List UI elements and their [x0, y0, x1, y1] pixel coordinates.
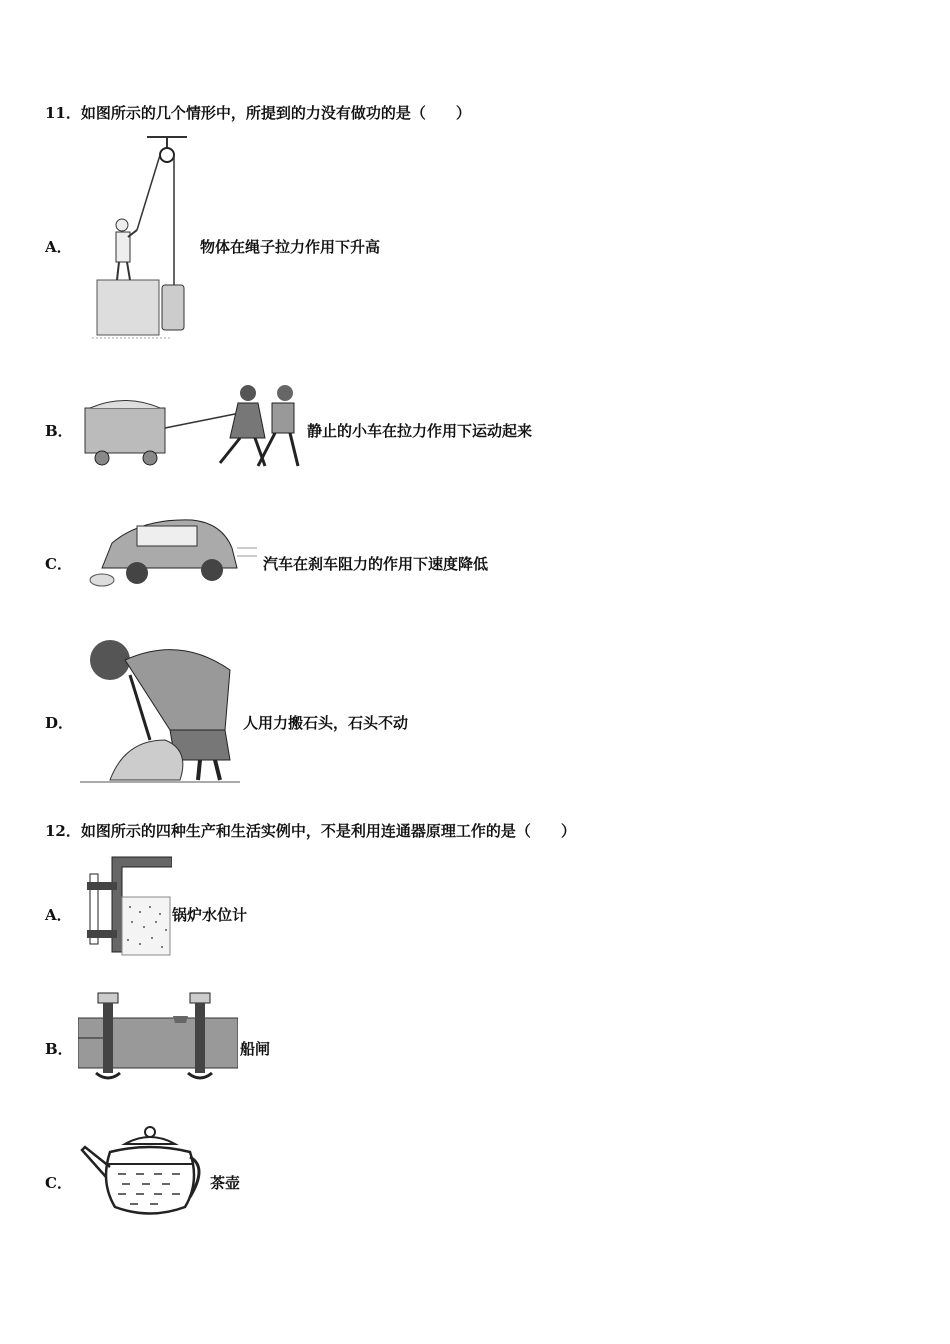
ship-lock-figure	[78, 988, 238, 1083]
boiler-water-gauge-figure	[82, 852, 172, 957]
question-12-stem: 12．如图所示的四种生产和生活实例中，不是利用连通器原理工作的是（ ）	[45, 822, 576, 840]
q11-option-c-text: 汽车在刹车阻力的作用下速度降低	[263, 555, 489, 573]
lifting-stone-figure	[80, 630, 240, 785]
q12-option-c-text: 茶壶	[210, 1174, 241, 1192]
q12-option-b-text: 船闸	[240, 1040, 271, 1058]
q11-option-c-letter: C．	[45, 555, 72, 573]
q11-option-d-text: 人用力搬石头，石头不动	[243, 714, 409, 732]
q11-option-a-letter: A．	[45, 238, 72, 256]
q11-option-b-letter: B．	[45, 422, 73, 440]
q12-option-a-text: 锅炉水位计	[172, 906, 248, 924]
q11-option-d-letter: D．	[45, 714, 74, 732]
q11-option-b-text: 静止的小车在拉力作用下运动起来	[307, 422, 533, 440]
question-11-stem: 11．如图所示的几个情形中，所提到的力没有做功的是（ ）	[45, 104, 471, 122]
q12-option-b-letter: B．	[45, 1040, 73, 1058]
q12-option-a-letter: A．	[45, 906, 72, 924]
q11-option-a-text: 物体在绳子拉力作用下升高	[200, 238, 381, 256]
braking-car-figure	[82, 508, 257, 598]
teapot-figure	[80, 1122, 208, 1220]
q12-option-c-letter: C．	[45, 1174, 72, 1192]
cart-pulling-figure	[80, 378, 305, 473]
pulley-lifting-figure	[92, 135, 197, 345]
